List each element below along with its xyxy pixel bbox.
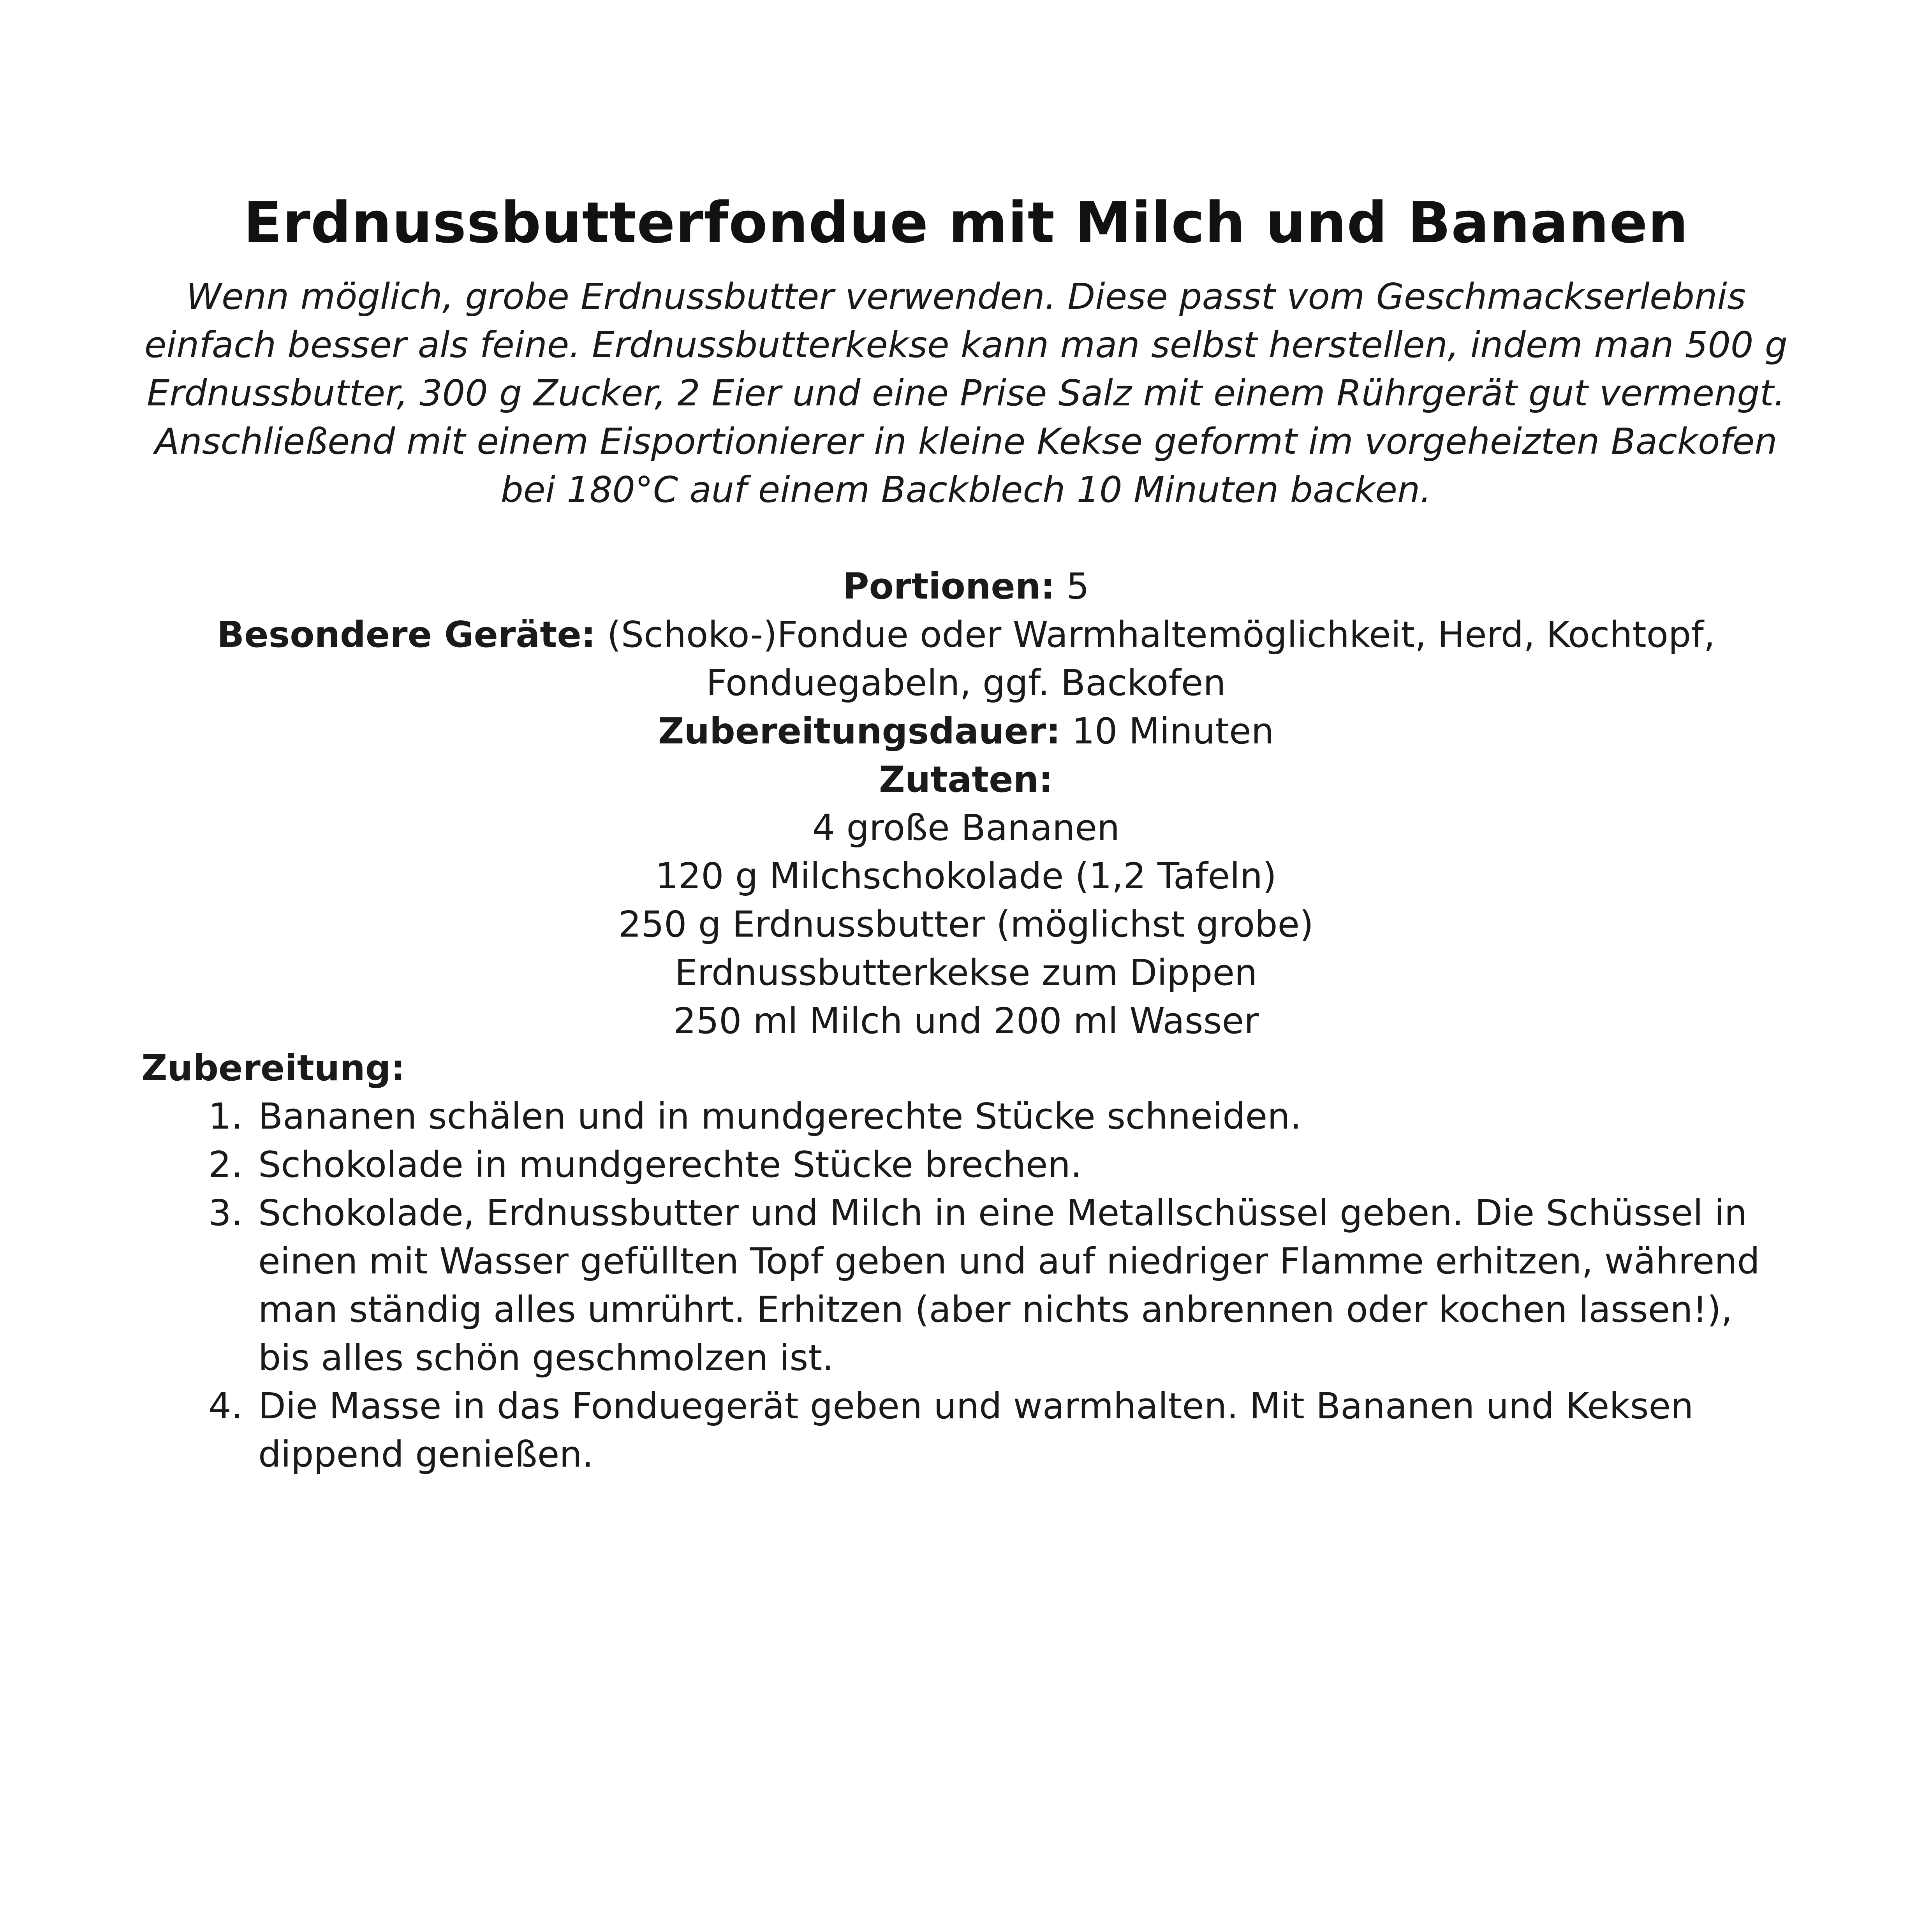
step-text: Bananen schälen und in mundgerechte Stücke schneiden. — [258, 1095, 1302, 1137]
ingredients-list — [129, 804, 1803, 1045]
recipe-intro: Wenn möglich, grobe Erdnussbutter verwenden. Diese passt vom Geschmackserlebnis einfach besser als feine. Erdnussbutterkekse kann man selbst herstellen, indem man 500 g Erdnussbutter, 300 g Zucker, 2 Eier und eine Prise Salz mit einem Rührgerät gut vermengt. Anschließend mit einem Eisportionierer in kleine Kekse geformt im vorgeheizten Backofen bei 180°C auf einem Backblech 10 Minuten backen. — [144, 276, 1788, 511]
equipment-label: Besondere Geräte: — [217, 614, 596, 655]
step-item — [208, 1189, 1761, 1382]
equipment-value: (Schoko-)Fondue oder Warmhaltemöglichkeit, Herd, Kochtopf, Fonduegabeln, ggf. Backofen — [607, 614, 1715, 704]
step-item — [208, 1382, 1761, 1479]
step-text: Schokolade in mundgerechte Stücke brechen. — [258, 1144, 1082, 1185]
ingredient-item: 4 große Bananen — [812, 807, 1120, 849]
step-text: Die Masse in das Fonduegerät geben und warmhalten. Mit Bananen und Keksen dippend genießen. — [258, 1385, 1694, 1475]
recipe-meta — [129, 562, 1803, 1045]
ingredient-item: 250 ml Milch und 200 ml Wasser — [673, 1000, 1259, 1042]
step-number: 2. — [208, 1144, 243, 1185]
ingredient-item: 120 g Milchschokolade (1,2 Tafeln) — [655, 855, 1277, 897]
preparation-heading: Zubereitung: — [141, 1047, 405, 1089]
step-number: 3. — [208, 1192, 243, 1234]
ingredients-heading: Zutaten: — [879, 759, 1053, 800]
ingredient-item: Erdnussbutterkekse zum Dippen — [675, 952, 1257, 993]
portions-label: Portionen: — [843, 565, 1055, 607]
recipe-title: Erdnussbutterfondue mit Milch und Bananen — [243, 190, 1689, 256]
duration-line — [129, 707, 1803, 756]
ingredient-item: 250 g Erdnussbutter (möglichst grobe) — [618, 903, 1314, 945]
step-number: 1. — [208, 1095, 243, 1137]
duration-value: 10 Minuten — [1072, 710, 1274, 752]
portions-line — [129, 562, 1803, 611]
portions-value: 5 — [1066, 565, 1089, 607]
step-text: Schokolade, Erdnussbutter und Milch in eine Metallschüssel geben. Die Schüssel in einen mit Wasser gefüllten Topf geben und auf niedriger Flamme erhitzen, während man ständig alles umrührt. Erhitzen (aber nichts anbrennen oder kochen lassen!), bis alles schön geschmolzen ist. — [258, 1192, 1760, 1379]
step-number: 4. — [208, 1385, 243, 1427]
step-item — [208, 1141, 1761, 1189]
step-item — [208, 1092, 1761, 1141]
duration-label: Zubereitungsdauer: — [658, 710, 1061, 752]
equipment-line — [129, 611, 1803, 707]
preparation-steps — [208, 1092, 1761, 1479]
